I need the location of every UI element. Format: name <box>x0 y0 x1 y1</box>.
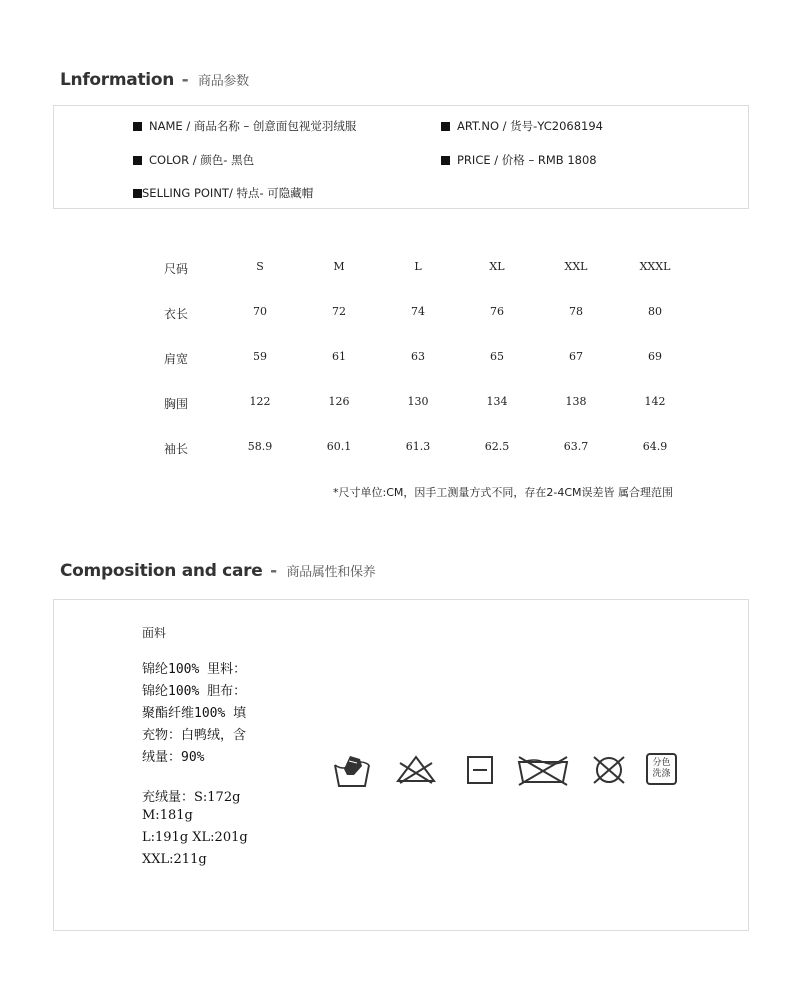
table-cell: 62.5 <box>484 440 510 453</box>
size-header-row <box>136 260 716 280</box>
information-subtitle: 商品参数 <box>198 74 249 89</box>
composition-title <box>60 561 375 581</box>
wash-separately-text: 洗涤 <box>652 769 671 779</box>
info-name: NAME / 商品名称 – 创意面包视觉羽绒服 <box>133 118 356 134</box>
material-line: 锦纶100% 胆布： <box>142 684 247 699</box>
row-label: 肩宽 <box>164 352 189 366</box>
info-color: COLOR / 颜色- 黑色 <box>133 152 254 168</box>
table-cell: 61.3 <box>405 440 431 453</box>
table-cell: 61 <box>332 350 346 363</box>
size-header-label: 尺码 <box>164 262 189 276</box>
table-cell: 130 <box>407 395 429 408</box>
composition-title-text: Composition and care <box>60 561 263 581</box>
size-header-cell: XXXL <box>639 260 671 273</box>
material-line: 聚酯纤维100% 填 <box>142 706 247 721</box>
fill-weight-line: 充绒量：S:172g <box>142 790 241 805</box>
info-art-no: ART.NO / 货号-YC2068194 <box>441 118 603 134</box>
material-line: 充物：白鸭绒，含 <box>142 728 247 743</box>
table-cell: 134 <box>486 395 508 408</box>
no-tumble-dry-icon <box>515 753 571 787</box>
size-header-cell: XL <box>489 260 505 273</box>
row-label: 袖长 <box>164 442 189 456</box>
wash-separately-icon <box>646 753 677 785</box>
wash-separately-text: 分色 <box>652 758 671 768</box>
table-cell: 122 <box>249 395 271 408</box>
table-cell: 64.9 <box>642 440 668 453</box>
hand-wash-icon <box>332 753 372 789</box>
table-cell: 142 <box>644 395 666 408</box>
flat-dry-icon <box>465 753 495 787</box>
table-cell: 59 <box>253 350 267 363</box>
size-header-cell: M <box>333 260 345 273</box>
no-dry-clean-icon <box>590 753 628 787</box>
size-note: *尺寸单位:CM，因手工测量方式不同，存在2-4CM误差皆 属合理范围 <box>333 486 674 499</box>
table-cell: 74 <box>411 305 425 318</box>
bullet-square-icon <box>441 122 450 131</box>
table-cell: 67 <box>569 350 583 363</box>
title-dash: - <box>181 70 189 90</box>
fill-weight-line: XXL:211g <box>142 852 207 867</box>
table-cell: 126 <box>328 395 350 408</box>
table-row <box>136 440 716 460</box>
table-cell: 60.1 <box>326 440 352 453</box>
bullet-square-icon <box>441 156 450 165</box>
table-cell: 63 <box>411 350 425 363</box>
size-header-cell: XXL <box>564 260 588 273</box>
bullet-square-icon <box>133 156 142 165</box>
size-header-cell: S <box>256 260 264 273</box>
material-line: 绒量：90% <box>142 750 205 765</box>
fabric-label: 面料 <box>142 626 167 640</box>
row-label: 胸围 <box>164 397 189 411</box>
fill-weight-line: L:191g XL:201g <box>142 830 248 845</box>
table-cell: 70 <box>253 305 267 318</box>
info-price: PRICE / 价格 – RMB 1808 <box>441 152 597 168</box>
table-row <box>136 350 716 370</box>
table-cell: 78 <box>569 305 583 318</box>
table-cell: 65 <box>490 350 504 363</box>
material-line: 锦纶100% 里料： <box>142 662 247 677</box>
info-selling-point: SELLING POINT/ 特点- 可隐藏帽 <box>133 185 313 201</box>
bullet-square-icon <box>133 122 142 131</box>
table-cell: 72 <box>332 305 346 318</box>
no-bleach-icon <box>394 753 438 787</box>
title-dash: - <box>270 561 277 581</box>
table-row <box>136 395 716 415</box>
row-label: 衣长 <box>164 307 189 321</box>
size-header-cell: L <box>414 260 422 273</box>
table-cell: 63.7 <box>563 440 589 453</box>
table-cell: 58.9 <box>247 440 273 453</box>
information-title-text: Lnformation <box>60 70 175 90</box>
table-cell: 76 <box>490 305 504 318</box>
table-cell: 80 <box>648 305 662 318</box>
information-title <box>60 70 249 90</box>
fill-weight-line: M:181g <box>142 808 193 823</box>
table-row <box>136 305 716 325</box>
table-cell: 138 <box>565 395 587 408</box>
composition-subtitle: 商品属性和保养 <box>286 565 376 580</box>
table-cell: 69 <box>648 350 662 363</box>
bullet-square-icon <box>133 189 142 198</box>
